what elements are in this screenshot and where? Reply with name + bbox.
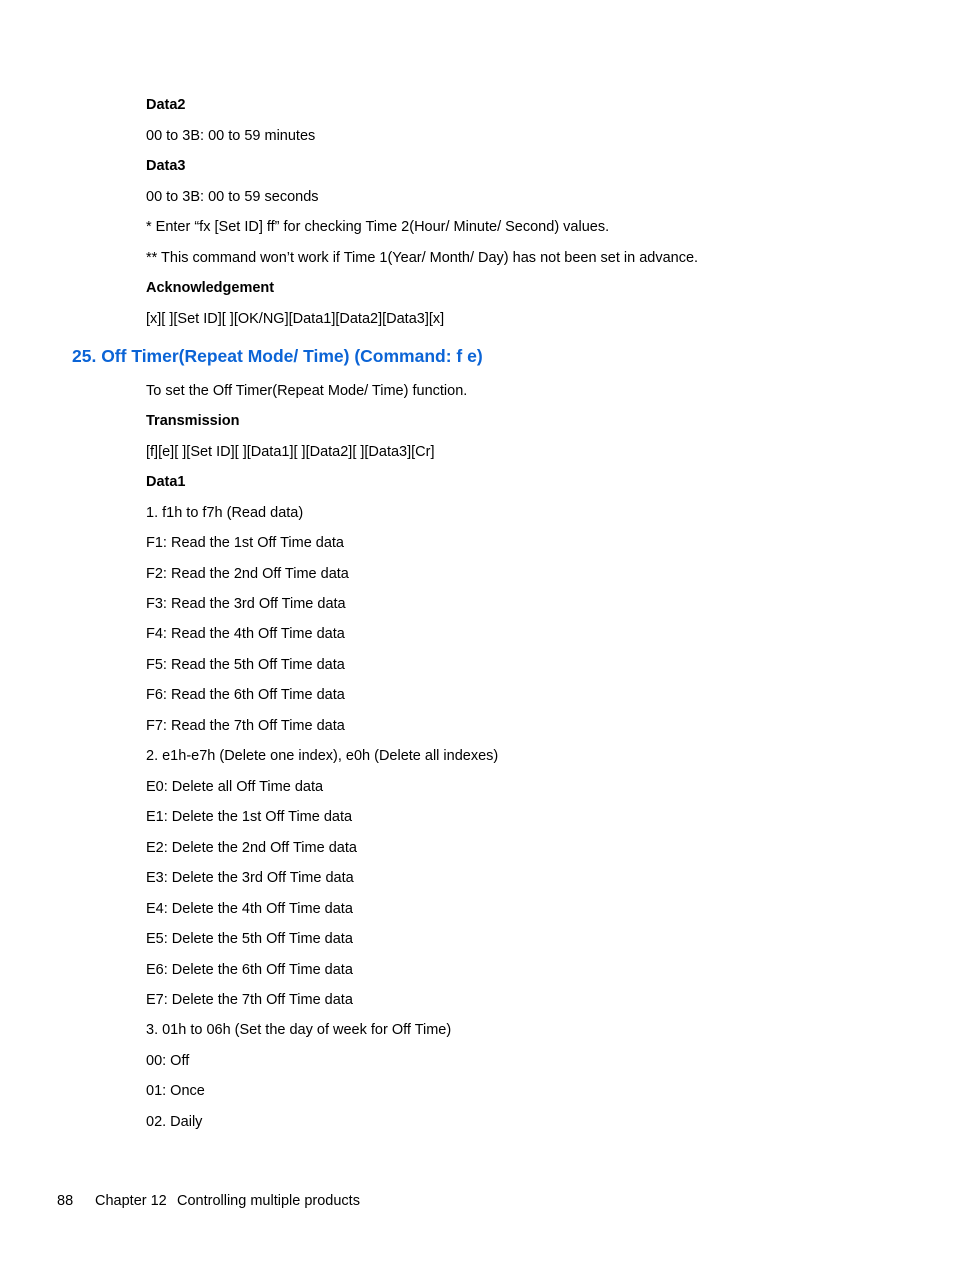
data3-label: Data3: [146, 158, 186, 174]
list-item: F7: Read the 7th Off Time data: [146, 718, 345, 734]
list-item: E5: Delete the 5th Off Time data: [146, 931, 353, 947]
section-intro: To set the Off Timer(Repeat Mode/ Time) function.: [146, 383, 468, 399]
list-item: 01: Once: [146, 1083, 205, 1099]
acknowledgement-label: Acknowledgement: [146, 280, 275, 296]
list-item: E0: Delete all Off Time data: [146, 779, 324, 795]
transmission-value: [f][e][ ][Set ID][ ][Data1][ ][Data2][ ][Data3][Cr]: [146, 444, 435, 460]
list-item: F6: Read the 6th Off Time data: [146, 687, 345, 703]
section-heading: 25. Off Timer(Repeat Mode/ Time) (Command: f e): [72, 346, 483, 366]
data2-value: 00 to 3B: 00 to 59 minutes: [146, 128, 316, 144]
list-item: F2: Read the 2nd Off Time data: [146, 566, 349, 582]
list-item: 1. f1h to f7h (Read data): [146, 505, 304, 521]
list-item: F4: Read the 4th Off Time data: [146, 626, 345, 642]
list-item: E3: Delete the 3rd Off Time data: [146, 870, 354, 886]
footer-chapter-title: Controlling multiple products: [177, 1193, 360, 1209]
list-item: F5: Read the 5th Off Time data: [146, 657, 345, 673]
footer-chapter: Chapter 12: [95, 1193, 167, 1209]
list-item: 3. 01h to 06h (Set the day of week for Off Time): [146, 1022, 452, 1038]
list-item: E1: Delete the 1st Off Time data: [146, 809, 353, 825]
list-item: 00: Off: [146, 1053, 190, 1069]
data3-value: 00 to 3B: 00 to 59 seconds: [146, 189, 319, 205]
list-item: E2: Delete the 2nd Off Time data: [146, 840, 357, 856]
note-time2: * Enter “fx [Set ID] ff” for checking Time 2(Hour/ Minute/ Second) values.: [146, 219, 610, 235]
list-item: F3: Read the 3rd Off Time data: [146, 596, 346, 612]
list-item: E6: Delete the 6th Off Time data: [146, 962, 353, 978]
transmission-label: Transmission: [146, 413, 240, 429]
list-item: 02. Daily: [146, 1114, 203, 1130]
page-number: 88: [57, 1193, 74, 1209]
data2-label: Data2: [146, 97, 186, 113]
list-item: 2. e1h-e7h (Delete one index), e0h (Delete all indexes): [146, 748, 499, 764]
list-item: F1: Read the 1st Off Time data: [146, 535, 345, 551]
list-item: E7: Delete the 7th Off Time data: [146, 992, 353, 1008]
acknowledgement-value: [x][ ][Set ID][ ][OK/NG][Data1][Data2][Data3][x]: [146, 311, 445, 327]
note-time1: ** This command won’t work if Time 1(Year/ Month/ Day) has not been set in advance.: [146, 250, 699, 266]
data1-label: Data1: [146, 474, 186, 490]
list-item: E4: Delete the 4th Off Time data: [146, 901, 353, 917]
